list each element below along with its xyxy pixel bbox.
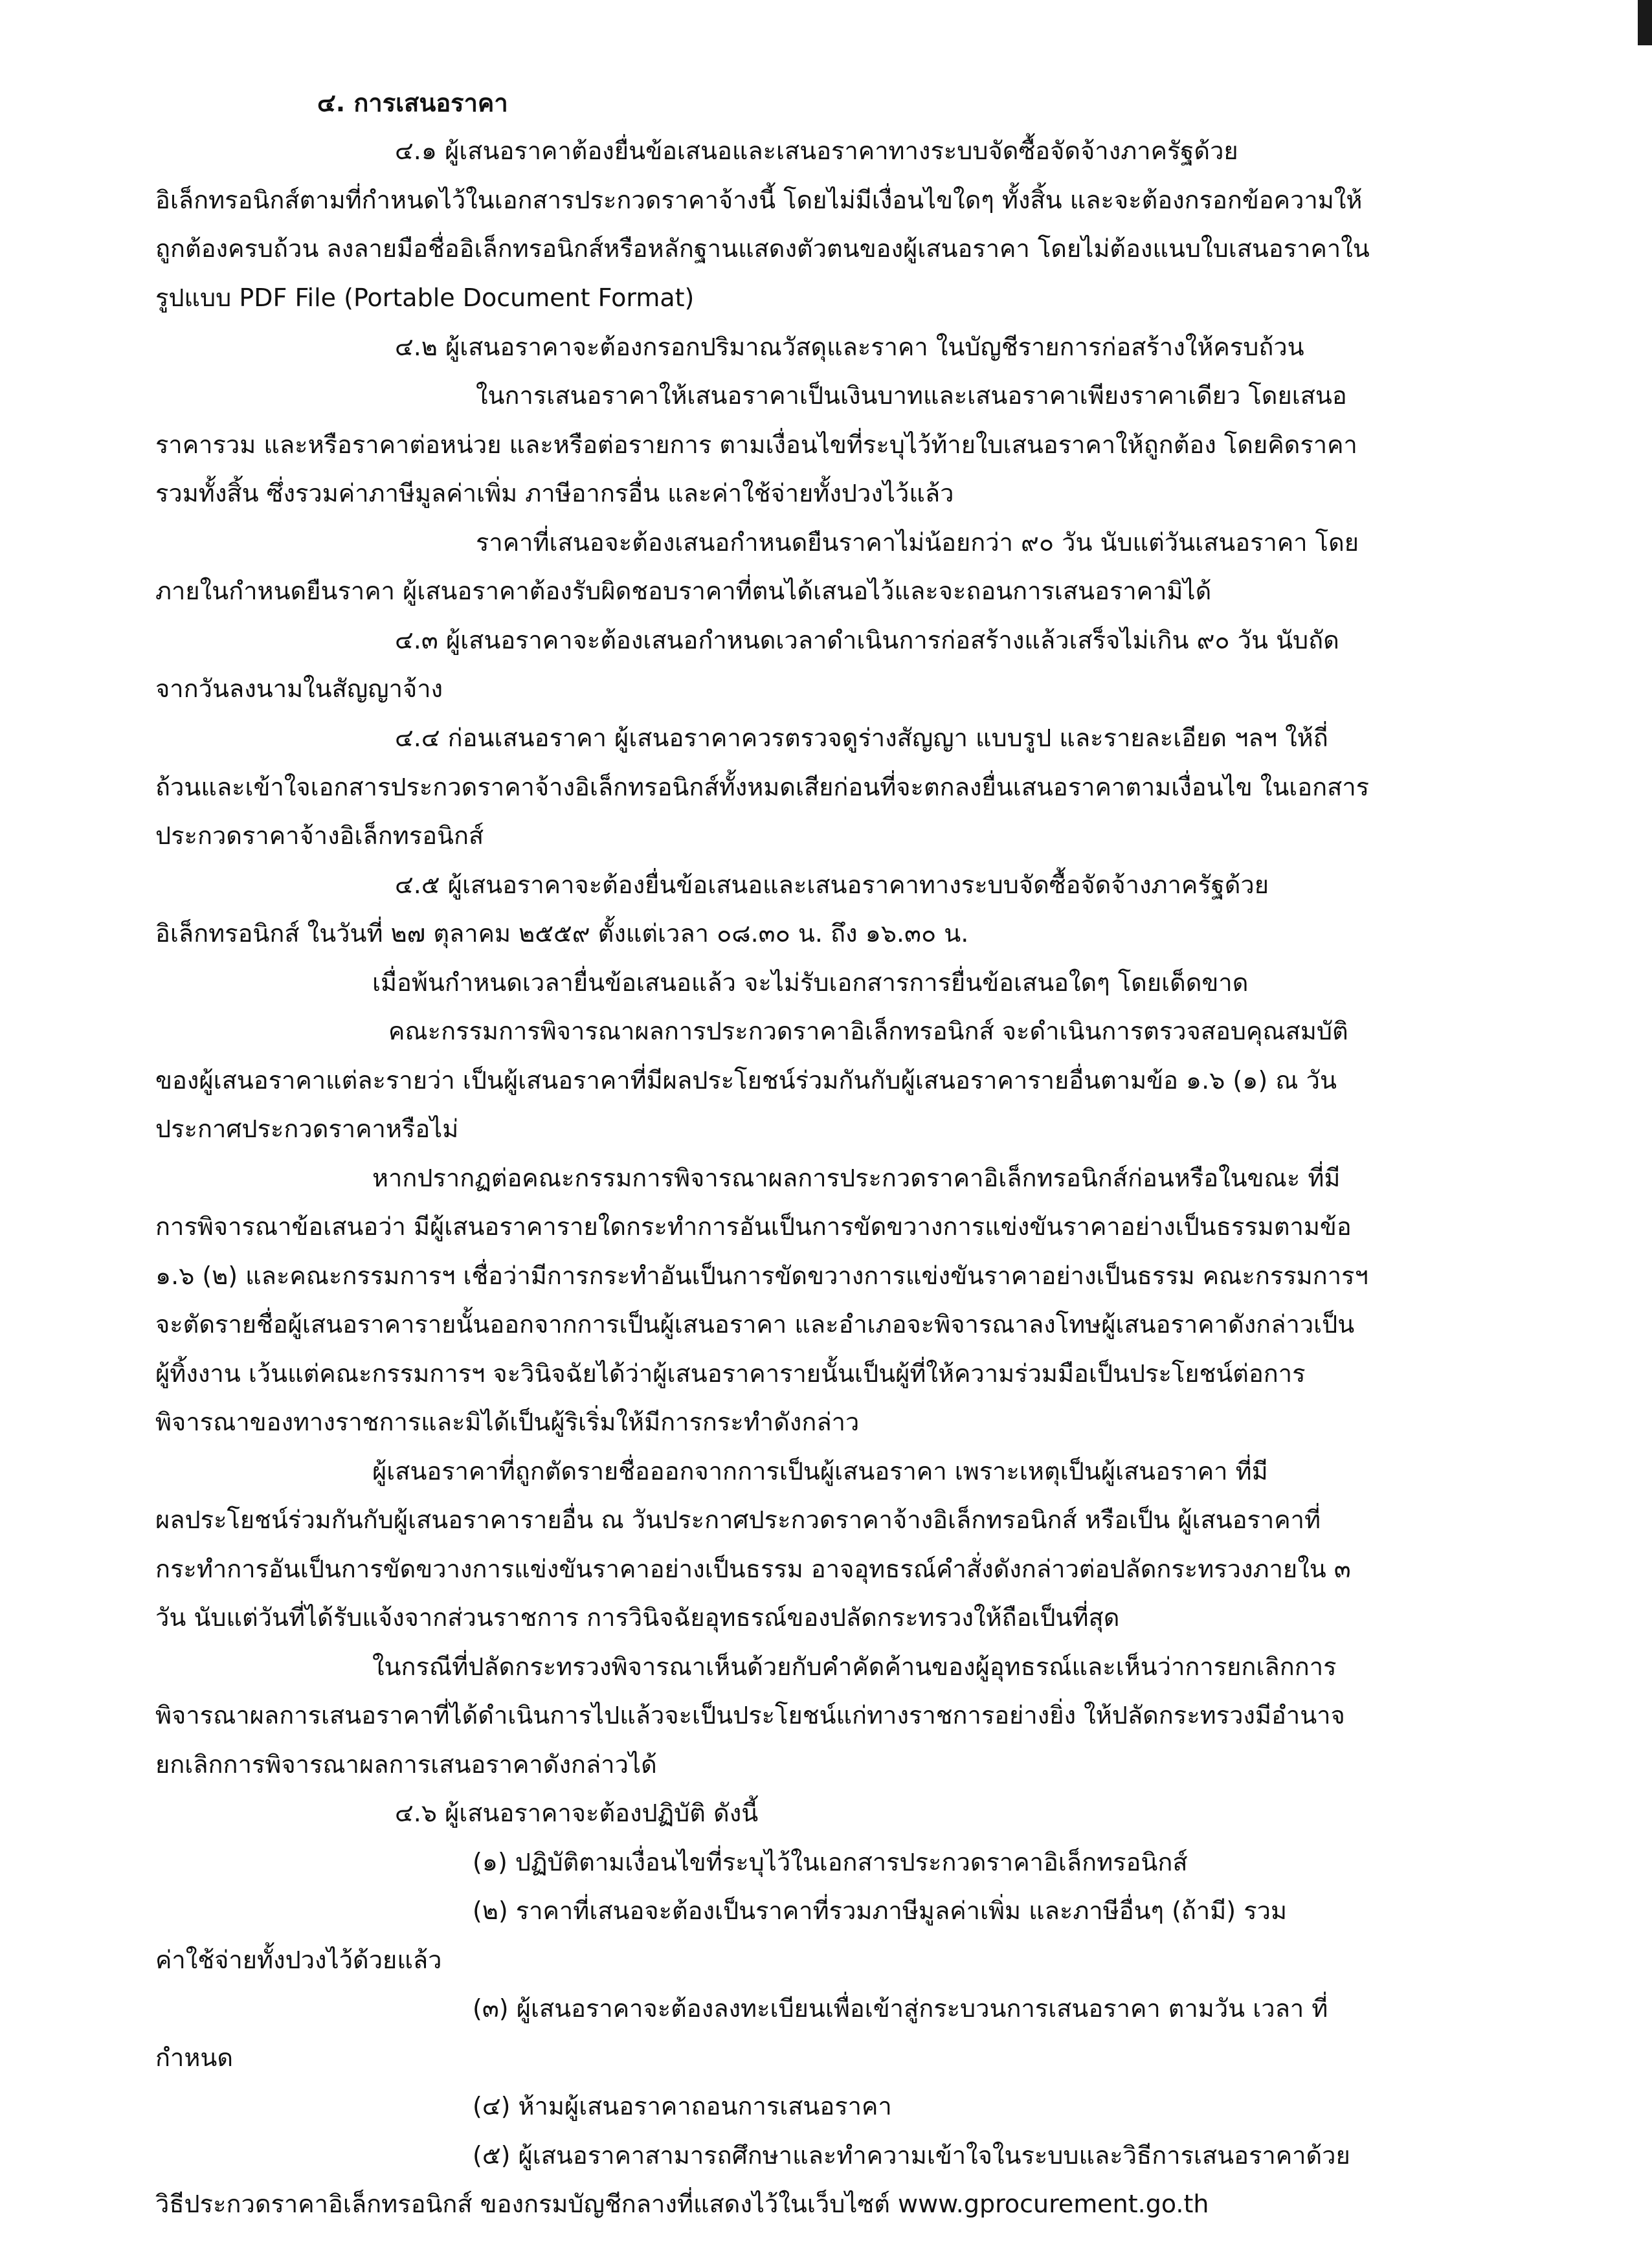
paragraph-line: ราคารวม และหรือราคาต่อหน่วย และหรือต่อรายการ ตามเงื่อนไขที่ระบุไว้ท้ายใบเสนอราคาให้ถูกต้อง โดยคิดราคา — [155, 430, 1357, 459]
list-item: (๔) ห้ามผู้เสนอราคาถอนการเสนอราคา — [473, 2092, 892, 2120]
paragraph-line: อิเล็กทรอนิกส์ตามที่กำหนดไว้ในเอกสารประกวดราคาจ้างนี้ โดยไม่มีเงื่อนไขใดๆ ทั้งสิ้น และจะต้องกรอกข้อความให้ — [155, 186, 1363, 214]
list-item: (๑) ปฏิบัติตามเงื่อนไขที่ระบุไว้ในเอกสารประกวดราคาอิเล็กทรอนิกส์ — [473, 1848, 1188, 1876]
paragraph-line: วัน นับแต่วันที่ได้รับแจ้งจากส่วนราชการ การวินิจฉัยอุทธรณ์ของปลัดกระทรวงให้ถือเป็นที่สุด — [155, 1603, 1120, 1632]
paragraph-line: ถ้วนและเข้าใจเอกสารประกวดราคาจ้างอิเล็กทรอนิกส์ทั้งหมดเสียก่อนที่จะตกลงยื่นเสนอราคาตามเงื่อนไข ในเอกสาร — [155, 773, 1370, 801]
paragraph-line: พิจารณาของทางราชการและมิได้เป็นผู้ริเริ่มให้มีการกระทำดังกล่าว — [155, 1408, 860, 1436]
paragraph-line: ผู้ทิ้งงาน เว้นแต่คณะกรรมการฯ จะวินิจฉัยได้ว่าผู้เสนอราคารายนั้นเป็นผู้ที่ให้ความร่วมมือเป็นประโยชน์ต่อการ — [155, 1359, 1306, 1388]
section-heading: ๔. การเสนอราคา — [317, 89, 508, 117]
paragraph-line: ของผู้เสนอราคาแต่ละรายว่า เป็นผู้เสนอราคาที่มีผลประโยชน์ร่วมกันกับผู้เสนอราคารายอื่นตามข้อ ๑.๖ (๑) ณ วัน — [155, 1066, 1337, 1095]
paragraph-line: จะตัดรายชื่อผู้เสนอราคารายนั้นออกจากการเป็นผู้เสนอราคา และอำเภอจะพิจารณาลงโทษผู้เสนอราคาดังกล่าวเป็น — [155, 1310, 1355, 1339]
paragraph-line: เมื่อพ้นกำหนดเวลายื่นข้อเสนอแล้ว จะไม่รับเอกสารการยื่นข้อเสนอใดๆ โดยเด็ดขาด — [372, 968, 1249, 997]
paragraph-line: พิจารณาผลการเสนอราคาที่ได้ดำเนินการไปแล้วจะเป็นประโยชน์แก่ทางราชการอย่างยิ่ง ให้ปลัดกระทรวงมีอำนาจ — [155, 1701, 1345, 1729]
paragraph-line: การพิจารณาข้อเสนอว่า มีผู้เสนอราคารายใดกระทำการอันเป็นการขัดขวางการแข่งขันราคาอย่างเป็นธรรมตามข้อ — [155, 1212, 1352, 1241]
paragraph-line: หากปรากฏต่อคณะกรรมการพิจารณาผลการประกวดราคาอิเล็กทรอนิกส์ก่อนหรือในขณะ ที่มี — [372, 1164, 1341, 1192]
paragraph-line: ในกรณีที่ปลัดกระทรวงพิจารณาเห็นด้วยกับคำคัดค้านของผู้อุทธรณ์และเห็นว่าการยกเลิกการ — [372, 1652, 1337, 1681]
paragraph-line: ถูกต้องครบถ้วน ลงลายมือชื่ออิเล็กทรอนิกส์หรือหลักฐานแสดงตัวตนของผู้เสนอราคา โดยไม่ต้องแนบใบเสนอราคาใน — [155, 234, 1370, 263]
list-item: (๕) ผู้เสนอราคาสามารถศึกษาและทำความเข้าใจในระบบและวิธีการเสนอราคาด้วย — [473, 2141, 1350, 2170]
paragraph-line: ผู้เสนอราคาที่ถูกตัดรายชื่อออกจากการเป็นผู้เสนอราคา เพราะเหตุเป็นผู้เสนอราคา ที่มี — [372, 1457, 1268, 1485]
list-item: (๒) ราคาที่เสนอจะต้องเป็นราคาที่รวมภาษีมูลค่าเพิ่ม และภาษีอื่นๆ (ถ้ามี) รวม — [473, 1896, 1288, 1925]
paragraph-line: ๑.๖ (๒) และคณะกรรมการฯ เชื่อว่ามีการกระทำอันเป็นการขัดขวางการแข่งขันราคาอย่างเป็นธรรม คณะกรรมการฯ — [155, 1262, 1368, 1290]
paragraph-line: ภายในกำหนดยืนราคา ผู้เสนอราคาต้องรับผิดชอบราคาที่ตนได้เสนอไว้และจะถอนการเสนอราคามิได้ — [155, 577, 1212, 605]
paragraph-line: ๔.๒ ผู้เสนอราคาจะต้องกรอกปริมาณวัสดุและราคา ในบัญชีรายการก่อสร้างให้ครบถ้วน — [395, 333, 1304, 361]
paragraph-line: ๔.๕ ผู้เสนอราคาจะต้องยื่นข้อเสนอและเสนอราคาทางระบบจัดซื้อจัดจ้างภาครัฐด้วย — [395, 871, 1269, 899]
paragraph-line: ๔.๓ ผู้เสนอราคาจะต้องเสนอกำหนดเวลาดำเนินการก่อสร้างแล้วเสร็จไม่เกิน ๙๐ วัน นับถัด — [395, 626, 1339, 654]
paragraph-line: ๔.๔ ก่อนเสนอราคา ผู้เสนอราคาควรตรวจดูร่างสัญญา แบบรูป และรายละเอียด ฯลฯ ให้ถี่ — [395, 724, 1328, 752]
paragraph-line: คณะกรรมการพิจารณาผลการประกวดราคาอิเล็กทรอนิกส์ จะดำเนินการตรวจสอบคุณสมบัติ — [388, 1017, 1348, 1045]
paragraph-line: ประกวดราคาจ้างอิเล็กทรอนิกส์ — [155, 821, 484, 850]
paragraph-line: อิเล็กทรอนิกส์ ในวันที่ ๒๗ ตุลาคม ๒๕๕๙ ตั้งแต่เวลา ๐๘.๓๐ น. ถึง ๑๖.๓๐ น. — [155, 919, 969, 948]
paragraph-line: ยกเลิกการพิจารณาผลการเสนอราคาดังกล่าวได้ — [155, 1750, 657, 1779]
list-item: (๓) ผู้เสนอราคาจะต้องลงทะเบียนเพื่อเข้าสู่กระบวนการเสนอราคา ตามวัน เวลา ที่ — [473, 1994, 1328, 2023]
scan-edge-mark — [1638, 0, 1652, 45]
paragraph-line: ประกาศประกวดราคาหรือไม่ — [155, 1115, 459, 1143]
paragraph-line: ผลประโยชน์ร่วมกันกับผู้เสนอราคารายอื่น ณ วันประกาศประกวดราคาจ้างอิเล็กทรอนิกส์ หรือเป็น ผู้เสนอราคาที่ — [155, 1506, 1321, 1534]
paragraph-line: ราคาที่เสนอจะต้องเสนอกำหนดยืนราคาไม่น้อยกว่า ๙๐ วัน นับแต่วันเสนอราคา โดย — [476, 528, 1359, 557]
paragraph-line: ๔.๑ ผู้เสนอราคาต้องยื่นข้อเสนอและเสนอราคาทางระบบจัดซื้อจัดจ้างภาครัฐด้วย — [395, 137, 1238, 165]
paragraph-line: ๔.๖ ผู้เสนอราคาจะต้องปฏิบัติ ดังนี้ — [395, 1799, 759, 1827]
paragraph-line: ค่าใช้จ่ายทั้งปวงไว้ด้วยแล้ว — [155, 1946, 442, 1974]
paragraph-line: รูปแบบ PDF File (Portable Document Format) — [155, 284, 695, 312]
paragraph-line: ในการเสนอราคาให้เสนอราคาเป็นเงินบาทและเสนอราคาเพียงราคาเดียว โดยเสนอ — [476, 381, 1347, 410]
paragraph-line: กระทำการอันเป็นการขัดขวางการแข่งขันราคาอย่างเป็นธรรม อาจอุทธรณ์คำสั่งดังกล่าวต่อปลัดกระทรวงภายใน ๓ — [155, 1555, 1351, 1583]
paragraph-line: กำหนด — [155, 2043, 234, 2072]
paragraph-line: วิธีประกวดราคาอิเล็กทรอนิกส์ ของกรมบัญชีกลางที่แสดงไว้ในเว็บไซต์ www.gprocurement.go.th — [155, 2190, 1209, 2218]
paragraph-line: รวมทั้งสิ้น ซึ่งรวมค่าภาษีมูลค่าเพิ่ม ภาษีอากรอื่น และค่าใช้จ่ายทั้งปวงไว้แล้ว — [155, 479, 954, 507]
paragraph-line: จากวันลงนามในสัญญาจ้าง — [155, 674, 443, 703]
